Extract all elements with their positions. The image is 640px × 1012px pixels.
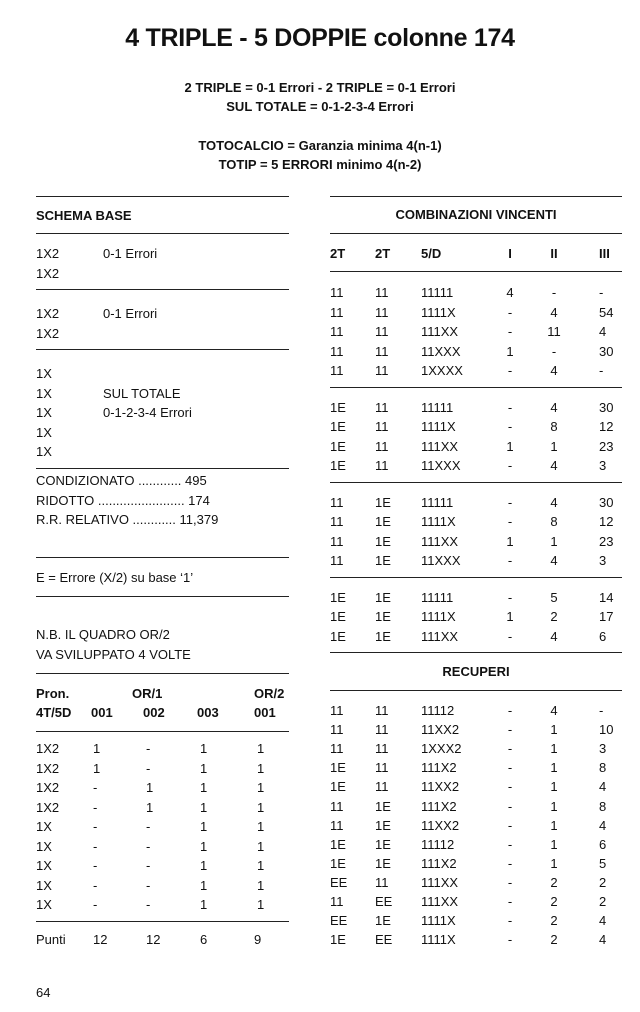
or-table-cell: 1X: [36, 877, 52, 893]
or-table-cell: -: [146, 858, 151, 873]
recuperi-table-cell: 11XX2: [421, 817, 460, 833]
recuperi-table-cell: 11: [375, 760, 389, 776]
or-table-cell: 1: [200, 741, 208, 756]
comb-table-cell: 6: [599, 628, 607, 644]
recuperi-table-cell: 11: [330, 722, 344, 738]
schema-base-code: 1X2: [36, 246, 60, 261]
recuperi-table-cell: 11XX2: [421, 722, 460, 738]
punti-cell: 12: [146, 932, 161, 947]
or-table-cell: 1: [257, 877, 265, 893]
divider: [36, 468, 289, 469]
comb-table-cell: -: [507, 458, 513, 473]
or-table-cell: 1X2: [36, 760, 60, 776]
schema-base-note: 0-1-2-3-4 Errori: [103, 405, 192, 420]
recuperi-table-cell: 5: [599, 855, 607, 871]
or-table-cell: 1: [257, 858, 265, 873]
punti-cell: 12: [93, 932, 108, 947]
comb-table-cell: 4: [550, 399, 558, 415]
comb-table-cell: 111XX: [421, 628, 459, 644]
divider: [330, 387, 622, 388]
or-table-cell: -: [146, 897, 151, 912]
comb-table-cell: 1E: [375, 553, 391, 568]
or-table-cell: 1: [257, 819, 265, 834]
subtitle-line-1: 2 TRIPLE = 0-1 Errori - 2 TRIPLE = 0-1 Errori: [184, 80, 456, 95]
or-table-cell: 1: [200, 858, 208, 873]
comb-table-cell: 1E: [330, 438, 346, 454]
recuperi-table-cell: 1E: [330, 855, 346, 871]
recuperi-table-cell: 11: [330, 894, 344, 909]
comb-table-cell: 4: [506, 285, 514, 300]
recuperi-table-cell: 1111X: [421, 913, 456, 929]
schema-base-code: 1X: [36, 405, 52, 420]
comb-table-cell: 11: [375, 438, 389, 454]
divider: [330, 233, 622, 234]
or-table-cell: -: [146, 760, 151, 776]
comb-header-cell: 2T: [375, 246, 391, 261]
comb-header-cell: III: [599, 246, 610, 261]
comb-table-cell: 12: [599, 419, 614, 434]
comb-header-cell: I: [508, 246, 512, 261]
comb-table-cell: 4: [550, 628, 558, 644]
recuperi-table-cell: 6: [599, 836, 607, 852]
recuperi-table-cell: 4: [599, 817, 607, 833]
comb-table-cell: 3: [599, 553, 607, 568]
recuperi-title: RECUPERI: [442, 664, 510, 679]
comb-table-cell: 11111: [421, 494, 454, 510]
recuperi-table-cell: 111XX: [421, 874, 459, 890]
comb-table-cell: 4: [550, 458, 558, 473]
comb-table-cell: 11XXX: [421, 553, 461, 568]
recuperi-table-cell: EE: [375, 932, 393, 948]
comb-table-cell: 11: [375, 419, 389, 434]
comb-header-cell: 5/D: [421, 246, 442, 261]
comb-table-cell: 1E: [330, 458, 346, 473]
comb-table-cell: 1: [506, 533, 514, 549]
comb-table-cell: 23: [599, 533, 614, 549]
comb-table-cell: 11: [330, 343, 344, 359]
recuperi-table-cell: -: [507, 932, 513, 948]
divider: [36, 196, 289, 197]
divider: [36, 289, 289, 290]
recuperi-table-cell: -: [507, 817, 513, 833]
divider: [330, 271, 622, 272]
schema-base-code: 1X: [36, 444, 52, 459]
comb-table-cell: 1E: [330, 609, 346, 624]
divider: [330, 690, 622, 691]
recuperi-table-cell: 111X2: [421, 760, 457, 776]
schema-base-note: SUL TOTALE: [103, 385, 181, 401]
comb-table-cell: 11XXX: [421, 458, 461, 473]
or-table-cell: 1: [200, 780, 208, 795]
recuperi-table-cell: 1E: [330, 760, 346, 776]
comb-table-cell: 1: [506, 609, 514, 624]
or-table-cell: 1: [200, 877, 208, 893]
comb-table-cell: -: [507, 514, 513, 529]
comb-table-cell: 11: [330, 494, 344, 510]
comb-table-cell: -: [507, 419, 513, 434]
recuperi-table-cell: 1E: [375, 855, 391, 871]
recuperi-table-cell: 1: [550, 855, 558, 871]
recuperi-table-cell: -: [507, 894, 513, 909]
recuperi-table-cell: 1: [550, 741, 558, 757]
or-table-cell: 1X2: [36, 799, 60, 815]
subtitle-line-3: TOTOCALCIO = Garanzia minima 4(n-1): [198, 138, 442, 153]
comb-table-cell: 3: [599, 458, 607, 473]
comb-table-cell: 8: [550, 514, 558, 529]
comb-table-cell: 1E: [375, 494, 391, 510]
comb-table-cell: 1E: [375, 628, 391, 644]
comb-table-cell: 11: [375, 285, 389, 300]
comb-table-cell: 11: [330, 533, 344, 549]
comb-table-cell: -: [507, 589, 513, 605]
recuperi-table-cell: 1: [550, 722, 558, 738]
comb-table-cell: 4: [599, 324, 607, 339]
comb-table-cell: 11: [330, 285, 344, 300]
comb-table-cell: 1E: [330, 628, 346, 644]
recuperi-table-cell: 10: [599, 722, 614, 738]
comb-table-cell: 11: [375, 324, 389, 339]
or-table-cell: -: [93, 819, 98, 834]
comb-table-cell: 11111: [421, 589, 454, 605]
recuperi-table-cell: 11: [330, 703, 344, 718]
comb-header-cell: 2T: [330, 246, 346, 261]
comb-table-cell: 54: [599, 304, 614, 320]
comb-table-cell: 1111X: [421, 514, 456, 529]
recuperi-table-cell: 11: [375, 779, 389, 795]
comb-table-cell: 4: [550, 304, 558, 320]
or-table-cell: 1X: [36, 838, 52, 854]
comb-table-cell: 4: [550, 494, 558, 510]
comb-table-cell: -: [507, 628, 513, 644]
comb-table-cell: 1E: [375, 514, 391, 529]
recuperi-table-cell: 4: [599, 932, 607, 948]
recuperi-table-cell: 2: [550, 894, 558, 909]
or-header-cell: 4T/5D: [36, 705, 72, 720]
or-table-cell: -: [93, 838, 98, 854]
comb-table-cell: -: [507, 363, 513, 378]
comb-table-cell: -: [599, 363, 604, 378]
comb-table-cell: 1111X: [421, 419, 456, 434]
recuperi-table-cell: EE: [330, 913, 348, 929]
comb-table-cell: 11XXX: [421, 343, 461, 359]
comb-table-cell: 111XX: [421, 438, 459, 454]
recuperi-table-cell: 11: [330, 817, 344, 833]
punti-cell: 9: [254, 932, 262, 947]
error-note: E = Errore (X/2) su base ‘1’: [36, 570, 194, 585]
comb-table-cell: 11: [547, 324, 561, 339]
comb-table-cell: 11: [375, 458, 389, 473]
recuperi-table-cell: -: [507, 836, 513, 852]
schema-base-code: 1X2: [36, 306, 60, 321]
divider: [36, 731, 289, 732]
divider: [330, 577, 622, 578]
comb-table-cell: 11: [330, 324, 344, 339]
recuperi-table-cell: 1: [550, 760, 558, 776]
recuperi-table-cell: -: [507, 855, 513, 871]
comb-table-cell: -: [507, 494, 513, 510]
or-table-cell: -: [146, 819, 151, 834]
comb-table-cell: 1E: [330, 419, 346, 434]
or-table-cell: -: [93, 877, 98, 893]
nb-line: N.B. IL QUADRO OR/2: [36, 627, 170, 642]
or-header-cell: 001: [254, 705, 276, 720]
recuperi-table-cell: 1: [550, 798, 558, 814]
recuperi-table-cell: 11: [375, 741, 389, 757]
recuperi-table-cell: -: [507, 741, 513, 757]
or-table-cell: -: [93, 799, 98, 815]
nb-line: VA SVILUPPATO 4 VOLTE: [36, 647, 191, 662]
recuperi-table-cell: 1E: [375, 798, 391, 814]
recuperi-table-cell: 111XX: [421, 894, 459, 909]
comb-table-cell: 11111: [421, 285, 454, 300]
or-table-cell: 1X2: [36, 780, 60, 795]
or-table-cell: 1X: [36, 897, 52, 912]
page-title: 4 TRIPLE - 5 DOPPIE colonne 174: [125, 24, 515, 52]
comb-table-cell: -: [507, 324, 513, 339]
or-table-cell: -: [93, 858, 98, 873]
or-table-cell: -: [93, 897, 98, 912]
recuperi-table-cell: 4: [599, 779, 607, 795]
or-header-cell: 002: [143, 705, 165, 720]
recuperi-table-cell: 2: [599, 894, 607, 909]
recuperi-table-cell: 1E: [375, 817, 391, 833]
divider: [36, 233, 289, 234]
comb-table-cell: 23: [599, 438, 614, 454]
comb-table-cell: 11: [330, 514, 344, 529]
recuperi-table-cell: 2: [550, 913, 558, 929]
recuperi-table-cell: EE: [375, 894, 393, 909]
comb-table-cell: 5: [550, 589, 558, 605]
comb-header-cell: II: [550, 246, 558, 261]
comb-table-cell: 4: [550, 363, 558, 378]
recuperi-table-cell: 11: [330, 798, 344, 814]
comb-table-cell: 1: [506, 438, 514, 454]
or-header-cell: OR/2: [254, 686, 285, 701]
recuperi-table-cell: 11112: [421, 836, 455, 852]
recuperi-table-cell: 2: [550, 874, 558, 890]
page-number: 64: [36, 985, 51, 1000]
comb-table-cell: 11: [375, 343, 389, 359]
recuperi-table-cell: 4: [599, 913, 607, 929]
stats-line: RIDOTTO ........................ 174: [36, 492, 210, 508]
combinazioni-title: COMBINAZIONI VINCENTI: [395, 207, 557, 222]
comb-table-cell: 1XXXX: [421, 363, 463, 378]
or-table-cell: -: [93, 780, 98, 795]
or-table-cell: 1: [146, 780, 154, 795]
comb-table-cell: 11111: [421, 399, 454, 415]
stats-line: CONDIZIONATO ............ 495: [36, 473, 207, 488]
comb-table-cell: 1: [550, 438, 558, 454]
recuperi-table-cell: -: [507, 722, 513, 738]
comb-table-cell: 1: [506, 343, 514, 359]
comb-table-cell: 4: [550, 553, 558, 568]
comb-table-cell: 11: [375, 304, 389, 320]
comb-table-cell: 1E: [375, 609, 391, 624]
recuperi-table-cell: 1E: [330, 779, 346, 795]
comb-table-cell: -: [551, 343, 557, 359]
recuperi-table-cell: 1E: [375, 913, 391, 929]
recuperi-table-cell: EE: [330, 874, 348, 890]
or-table-cell: 1: [257, 799, 265, 815]
recuperi-table-cell: -: [507, 703, 513, 718]
comb-table-cell: -: [507, 304, 513, 320]
recuperi-table-cell: 1E: [375, 836, 391, 852]
or-table-cell: 1: [257, 838, 265, 854]
divider: [36, 596, 289, 597]
recuperi-table-cell: -: [507, 798, 513, 814]
schema-base-title: SCHEMA BASE: [36, 208, 132, 223]
or-table-cell: -: [146, 877, 151, 893]
divider: [330, 482, 622, 483]
or-table-cell: 1: [200, 760, 208, 776]
divider: [330, 196, 622, 197]
recuperi-table-cell: 11112: [421, 703, 455, 718]
or-header-cell: 001: [91, 705, 113, 720]
recuperi-table-cell: -: [599, 703, 604, 718]
or-table-cell: 1: [257, 760, 265, 776]
comb-table-cell: 14: [599, 589, 614, 605]
comb-table-cell: 30: [599, 343, 614, 359]
schema-base-code: 1X: [36, 385, 52, 401]
divider: [36, 349, 289, 350]
comb-table-cell: 1E: [375, 533, 391, 549]
recuperi-table-cell: 1: [550, 779, 558, 795]
recuperi-table-cell: 2: [550, 932, 558, 948]
comb-table-cell: 11: [375, 399, 389, 415]
or-table-cell: 1: [257, 897, 265, 912]
comb-table-cell: 8: [550, 419, 558, 434]
comb-table-cell: 1E: [375, 589, 391, 605]
recuperi-table-cell: 111X2: [421, 855, 457, 871]
or-table-cell: 1X: [36, 858, 52, 873]
or-table-cell: 1: [200, 897, 208, 912]
schema-base-note: 0-1 Errori: [103, 246, 158, 261]
divider: [36, 921, 289, 922]
or-table-cell: 1: [200, 819, 208, 834]
schema-base-code: 1X2: [36, 325, 60, 341]
divider: [36, 673, 289, 674]
comb-table-cell: 17: [599, 609, 614, 624]
or-table-cell: -: [146, 741, 151, 756]
recuperi-table-cell: -: [507, 913, 513, 929]
divider: [36, 557, 289, 558]
comb-table-cell: 111XX: [421, 324, 459, 339]
comb-table-cell: 30: [599, 399, 614, 415]
or-table-cell: 1X2: [36, 741, 60, 756]
comb-table-cell: 1111X: [421, 609, 456, 624]
comb-table-cell: 30: [599, 494, 614, 510]
or-table-cell: -: [146, 838, 151, 854]
comb-table-cell: 1111X: [421, 304, 456, 320]
comb-table-cell: 11: [330, 553, 344, 568]
comb-table-cell: -: [551, 285, 557, 300]
recuperi-table-cell: -: [507, 874, 513, 890]
schema-base-code: 1X: [36, 366, 52, 381]
recuperi-table-cell: 1E: [330, 836, 346, 852]
recuperi-table-cell: 8: [599, 760, 607, 776]
recuperi-table-cell: 1: [550, 836, 558, 852]
comb-table-cell: 12: [599, 514, 614, 529]
or-header-cell: OR/1: [132, 686, 163, 701]
or-table-cell: 1: [93, 760, 101, 776]
recuperi-table-cell: 1E: [330, 932, 346, 948]
recuperi-table-cell: 2: [599, 874, 607, 890]
divider: [330, 652, 622, 653]
or-table-cell: 1: [200, 799, 208, 815]
or-table-cell: 1: [257, 780, 265, 795]
comb-table-cell: 2: [550, 609, 558, 624]
recuperi-table-cell: 8: [599, 798, 607, 814]
comb-table-cell: 1E: [330, 399, 346, 415]
comb-table-cell: 11: [375, 363, 389, 378]
recuperi-table-cell: 1: [550, 817, 558, 833]
or-table-cell: 1: [257, 741, 265, 756]
subtitle-line-4: TOTIP = 5 ERRORI minimo 4(n-2): [218, 157, 422, 172]
schema-base-code: 1X2: [36, 265, 60, 281]
punti-cell: Punti: [36, 932, 66, 947]
comb-table-cell: -: [507, 553, 513, 568]
or-table-cell: 1: [93, 741, 101, 756]
schema-base-note: 0-1 Errori: [103, 306, 158, 321]
subtitle-line-2: SUL TOTALE = 0-1-2-3-4 Errori: [226, 99, 414, 114]
stats-line: R.R. RELATIVO ............ 11,379: [36, 512, 219, 527]
or-table-cell: 1X: [36, 819, 52, 834]
recuperi-table-cell: 11: [375, 703, 389, 718]
comb-table-cell: 1E: [330, 589, 346, 605]
recuperi-table-cell: 11: [375, 874, 389, 890]
comb-table-cell: -: [599, 285, 604, 300]
schema-base-code: 1X: [36, 424, 52, 440]
or-table-cell: 1: [146, 799, 154, 815]
recuperi-table-cell: 3: [599, 741, 607, 757]
comb-table-cell: 1: [550, 533, 558, 549]
recuperi-table-cell: 11: [330, 741, 344, 757]
recuperi-table-cell: 11XX2: [421, 779, 460, 795]
punti-cell: 6: [200, 932, 208, 947]
or-table-cell: 1: [200, 838, 208, 854]
or-header-cell: Pron.: [36, 686, 70, 701]
recuperi-table-cell: 1111X: [421, 932, 456, 948]
recuperi-table-cell: 4: [550, 703, 558, 718]
recuperi-table-cell: 111X2: [421, 798, 457, 814]
recuperi-table-cell: 11: [375, 722, 389, 738]
recuperi-table-cell: -: [507, 760, 513, 776]
recuperi-table-cell: -: [507, 779, 513, 795]
comb-table-cell: 11: [330, 304, 344, 320]
comb-table-cell: 111XX: [421, 533, 459, 549]
comb-table-cell: -: [507, 399, 513, 415]
comb-table-cell: 11: [330, 363, 344, 378]
recuperi-table-cell: 1XXX2: [421, 741, 462, 757]
or-header-cell: 003: [197, 705, 219, 720]
